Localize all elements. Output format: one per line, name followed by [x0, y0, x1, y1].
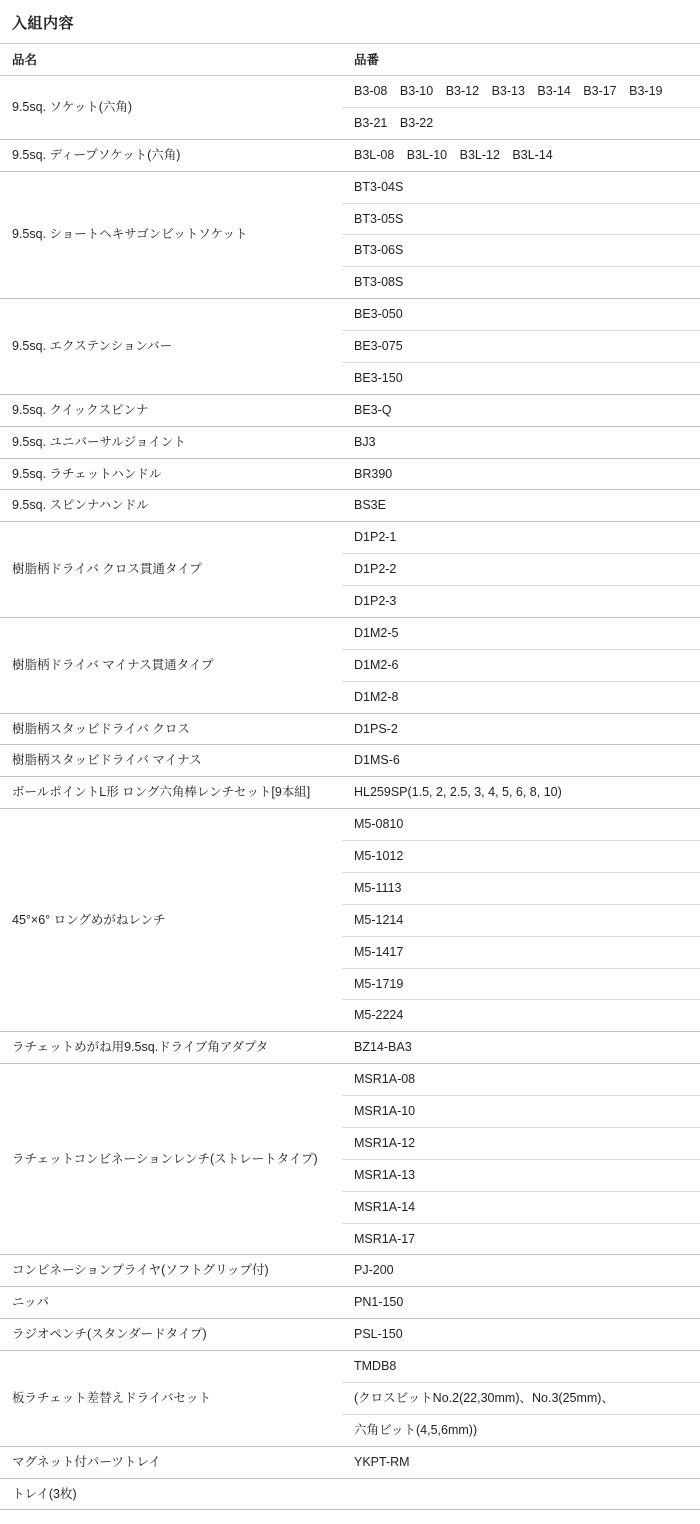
- product-code-cell: BZ14-BA3: [342, 1032, 700, 1064]
- product-name-cell: コンビネーションプライヤ(ソフトグリップ付): [0, 1255, 342, 1287]
- product-code-cell: YKPT-RM: [342, 1446, 700, 1478]
- product-code-cell: D1M2-5: [342, 617, 700, 649]
- product-name-cell: 板ラチェット差替えドライバセット: [0, 1351, 342, 1447]
- product-code-cell: D1M2-6: [342, 649, 700, 681]
- product-code-cell: M5-1417: [342, 936, 700, 968]
- table-row: [0, 809, 700, 841]
- table-row: [0, 1287, 700, 1319]
- page-title: 入組内容: [12, 15, 75, 32]
- product-code-cell: D1MS-6: [342, 745, 700, 777]
- product-code-cell: D1P2-1: [342, 522, 700, 554]
- product-code-cell: [342, 1478, 700, 1510]
- product-code-cell: M5-0810: [342, 809, 700, 841]
- product-code-cell: BS3E: [342, 490, 700, 522]
- product-code-cell: M5-1214: [342, 904, 700, 936]
- product-code-cell: 六角ビット(4,5,6mm)): [342, 1414, 700, 1446]
- product-name-cell: 9.5sq. ショートヘキサゴンビットソケット: [0, 171, 342, 299]
- product-code-cell: MSR1A-08: [342, 1064, 700, 1096]
- product-name-cell: ラチェットコンビネーションレンチ(ストレートタイプ): [0, 1064, 342, 1255]
- product-code-cell: MSR1A-10: [342, 1096, 700, 1128]
- product-code-cell: M5-1012: [342, 841, 700, 873]
- product-code-cell: BT3-08S: [342, 267, 700, 299]
- table-row: [0, 139, 700, 171]
- product-code-cell: BE3-Q: [342, 394, 700, 426]
- product-code-cell: HL259SP(1.5, 2, 2.5, 3, 4, 5, 6, 8, 10): [342, 777, 700, 809]
- table-row: [0, 426, 700, 458]
- table-row: [0, 617, 700, 649]
- product-code-cell: BR390: [342, 458, 700, 490]
- product-code-cell: BJ3: [342, 426, 700, 458]
- product-name-cell: トレイ(3枚): [0, 1478, 342, 1510]
- product-name-cell: ボールポイントL形 ロング六角棒レンチセット[9本組]: [0, 777, 342, 809]
- column-header-name: 品名: [0, 44, 342, 76]
- product-code-cell: B3-21 B3-22: [342, 107, 700, 139]
- product-name-cell: 9.5sq. エクステンションバー: [0, 299, 342, 395]
- product-name-cell: 樹脂柄ドライバ マイナス貫通タイプ: [0, 617, 342, 713]
- product-code-cell: BE3-075: [342, 331, 700, 363]
- product-name-cell: 9.5sq. ユニバーサルジョイント: [0, 426, 342, 458]
- table-body: [0, 76, 700, 1510]
- table-row: [0, 1255, 700, 1287]
- product-code-cell: B3L-08 B3L-10 B3L-12 B3L-14: [342, 139, 700, 171]
- table-row: [0, 1064, 700, 1096]
- product-code-cell: MSR1A-14: [342, 1191, 700, 1223]
- table-row: [0, 522, 700, 554]
- product-name-cell: ラジオペンチ(スタンダードタイプ): [0, 1319, 342, 1351]
- product-name-cell: 樹脂柄スタッビドライバ マイナス: [0, 745, 342, 777]
- table-row: [0, 777, 700, 809]
- table-row: [0, 490, 700, 522]
- table-row: [0, 458, 700, 490]
- product-name-cell: 9.5sq. ラチェットハンドル: [0, 458, 342, 490]
- product-code-cell: BT3-05S: [342, 203, 700, 235]
- table-row: [0, 1478, 700, 1510]
- product-code-cell: (クロスビットNo.2(22,30mm)、No.3(25mm)、: [342, 1382, 700, 1414]
- column-header-code: 品番: [342, 44, 700, 76]
- product-name-cell: 樹脂柄スタッビドライバ クロス: [0, 713, 342, 745]
- product-code-cell: MSR1A-17: [342, 1223, 700, 1255]
- product-code-cell: D1M2-8: [342, 681, 700, 713]
- product-code-cell: B3-08 B3-10 B3-12 B3-13 B3-14 B3-17 B3-19: [342, 76, 700, 108]
- product-code-cell: D1P2-2: [342, 554, 700, 586]
- product-code-cell: D1P2-3: [342, 586, 700, 618]
- product-code-cell: BE3-050: [342, 299, 700, 331]
- product-name-cell: 45°×6° ロングめがねレンチ: [0, 809, 342, 1032]
- table-row: [0, 1446, 700, 1478]
- product-name-cell: 樹脂柄ドライバ クロス貫通タイプ: [0, 522, 342, 618]
- product-code-cell: PJ-200: [342, 1255, 700, 1287]
- product-code-cell: TMDB8: [342, 1351, 700, 1383]
- product-code-cell: MSR1A-13: [342, 1159, 700, 1191]
- table-row: [0, 1319, 700, 1351]
- product-code-cell: M5-1113: [342, 872, 700, 904]
- table-row: [0, 394, 700, 426]
- product-code-cell: M5-1719: [342, 968, 700, 1000]
- product-name-cell: ニッパ: [0, 1287, 342, 1319]
- product-name-cell: 9.5sq. ソケット(六角): [0, 76, 342, 140]
- spec-table: [0, 43, 700, 1510]
- product-code-cell: PN1-150: [342, 1287, 700, 1319]
- product-name-cell: ラチェットめがね用9.5sq.ドライブ角アダプタ: [0, 1032, 342, 1064]
- product-name-cell: マグネット付パーツトレイ: [0, 1446, 342, 1478]
- product-code-cell: BT3-04S: [342, 171, 700, 203]
- product-code-cell: D1PS-2: [342, 713, 700, 745]
- product-name-cell: 9.5sq. ディープソケット(六角): [0, 139, 342, 171]
- product-name-cell: 9.5sq. スピンナハンドル: [0, 490, 342, 522]
- product-code-cell: MSR1A-12: [342, 1127, 700, 1159]
- table-row: [0, 745, 700, 777]
- product-name-cell: 9.5sq. クイックスピンナ: [0, 394, 342, 426]
- table-header-row: [0, 44, 700, 76]
- product-code-cell: BE3-150: [342, 362, 700, 394]
- table-row: [0, 171, 700, 203]
- product-code-cell: BT3-06S: [342, 235, 700, 267]
- table-row: [0, 1351, 700, 1383]
- bottom-spacer: [0, 1510, 700, 1524]
- table-row: [0, 713, 700, 745]
- product-code-cell: PSL-150: [342, 1319, 700, 1351]
- table-row: [0, 76, 700, 108]
- table-row: [0, 299, 700, 331]
- table-row: [0, 1032, 700, 1064]
- product-code-cell: M5-2224: [342, 1000, 700, 1032]
